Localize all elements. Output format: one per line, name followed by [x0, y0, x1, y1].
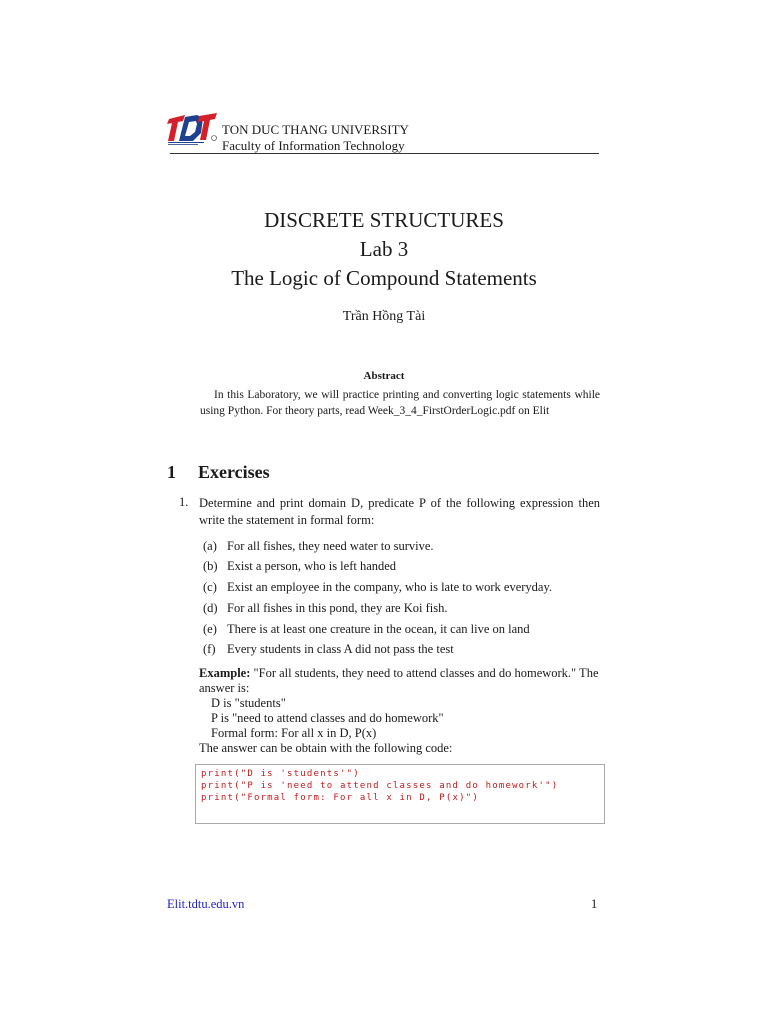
code-line: print("Formal form: For all x in D, P(x)") — [201, 793, 479, 803]
abstract-text: In this Laboratory, we will practice printing and converting logic statements while using Python. For theory parts, read Week_3_4_FirstOrderLogic.pdf on Elit — [200, 389, 600, 417]
subitem-label: (d) — [203, 601, 218, 615]
code-line: print("D is 'students'") — [201, 769, 360, 779]
header-divider — [170, 153, 599, 154]
university-logo-icon — [167, 113, 219, 145]
page-number: 1 — [591, 897, 598, 911]
abstract-body — [200, 388, 600, 419]
subitem-text: Exist an employee in the company, who is late to work everyday. — [227, 580, 553, 594]
lab-title: The Logic of Compound Statements — [231, 266, 537, 290]
example-block — [199, 666, 600, 756]
exercise-text: Determine and print domain D, predicate P of the following expression then write the statement in formal form: — [199, 496, 600, 527]
example-closing: The answer can be obtain with the following code: — [199, 741, 453, 755]
author-name: Trần Hồng Tài — [342, 309, 426, 324]
example-predicate: P is "need to attend classes and do homework" — [211, 711, 444, 725]
example-label: Example: — [199, 666, 251, 680]
example-intro: "For all students, they need to attend classes and do homework." The answer is: — [199, 666, 599, 695]
subitem-text: There is at least one creature in the ocean, it can live on land — [227, 622, 530, 636]
lab-number: Lab 3 — [359, 237, 409, 261]
subitem-label: (a) — [203, 539, 217, 553]
subitem-label: (c) — [203, 580, 217, 594]
university-name: TON DUC THANG UNIVERSITY — [222, 122, 409, 137]
subitem-label: (f) — [203, 642, 216, 656]
example-paragraph — [199, 666, 599, 695]
subitem-text: For all fishes, they need water to survive. — [227, 539, 434, 553]
exercise-number: 1. — [179, 495, 189, 509]
subitem-label: (b) — [203, 559, 218, 573]
faculty-name: Faculty of Information Technology — [222, 138, 405, 153]
footer-link[interactable]: Elit.tdtu.edu.vn — [167, 897, 245, 911]
example-formal: Formal form: For all x in D, P(x) — [211, 726, 377, 740]
section-title: Exercises — [198, 462, 270, 482]
code-listing — [195, 764, 605, 824]
abstract-heading: Abstract — [363, 370, 405, 382]
example-domain: D is "students" — [211, 696, 286, 710]
code-line: print("P is 'need to attend classes and do homework'") — [201, 781, 559, 791]
subitem-text: Every students in class A did not pass the test — [227, 642, 454, 656]
section-number: 1 — [167, 462, 176, 482]
subitem-label: (e) — [203, 622, 217, 636]
subitem-text: Exist a person, who is left handed — [227, 559, 397, 573]
course-title: DISCRETE STRUCTURES — [264, 208, 504, 232]
subitem-text: For all fishes in this pond, they are Koi fish. — [227, 601, 448, 615]
